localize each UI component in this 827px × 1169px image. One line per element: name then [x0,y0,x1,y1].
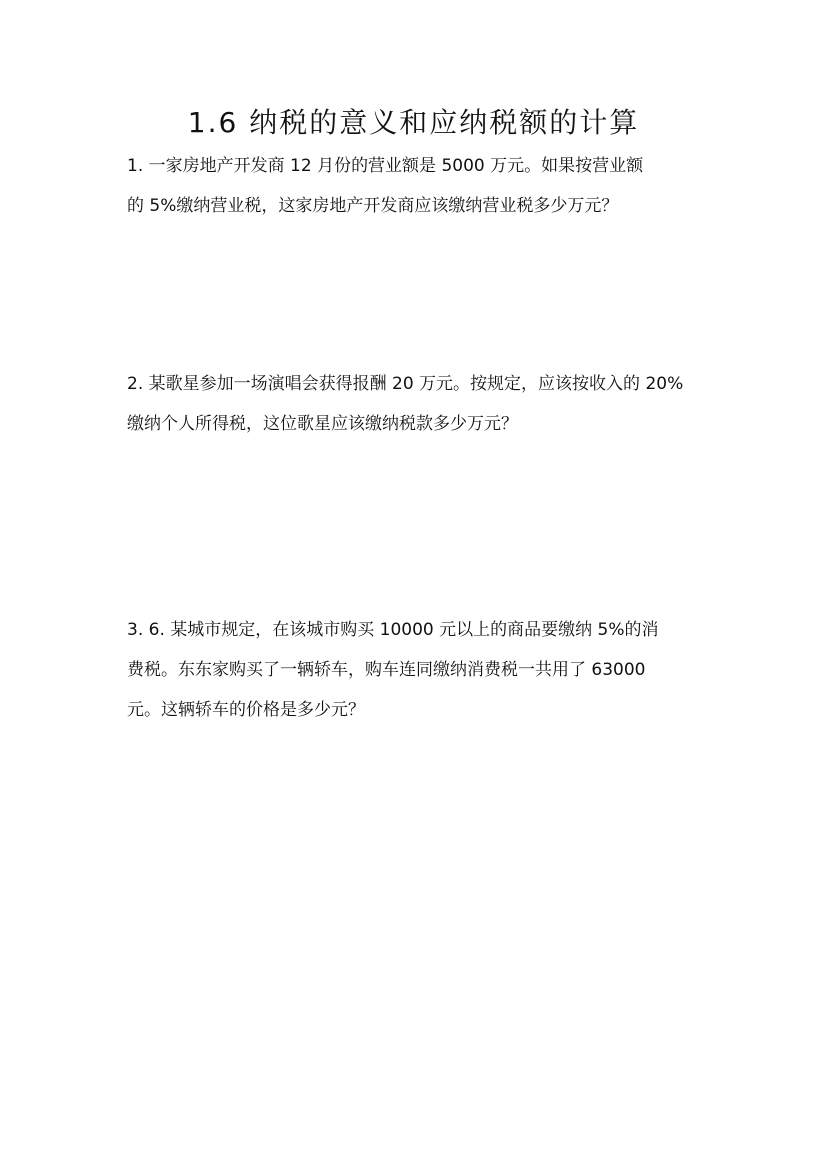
question-2 [127,364,712,444]
page-title: 1.6 纳税的意义和应纳税额的计算 [187,106,640,139]
question-2-line-1: 2. 某歌星参加一场演唱会获得报酬 20 万元。按规定，应该按收入的 20% [127,374,684,394]
question-1-line-1: 1. 一家房地产开发商 12 月份的营业额是 5000 万元。如果按营业额 [127,156,644,176]
question-3-line-2: 费税。东东家购买了一辆轿车，购车连同缴纳消费税一共用了 63000 [127,660,646,680]
question-3-line-3: 元。这辆轿车的价格是多少元？ [127,700,365,720]
question-1 [127,146,712,226]
question-1-line-2: 的 5%缴纳营业税，这家房地产开发商应该缴纳营业税多少万元？ [127,196,619,216]
question-2-line-2: 缴纳个人所得税，这位歌星应该缴纳税款多少万元？ [127,414,518,434]
question-3-line-1: 3. 6. 某城市规定，在该城市购买 10000 元以上的商品要缴纳 5%的消 [127,620,659,640]
question-3 [127,610,712,730]
